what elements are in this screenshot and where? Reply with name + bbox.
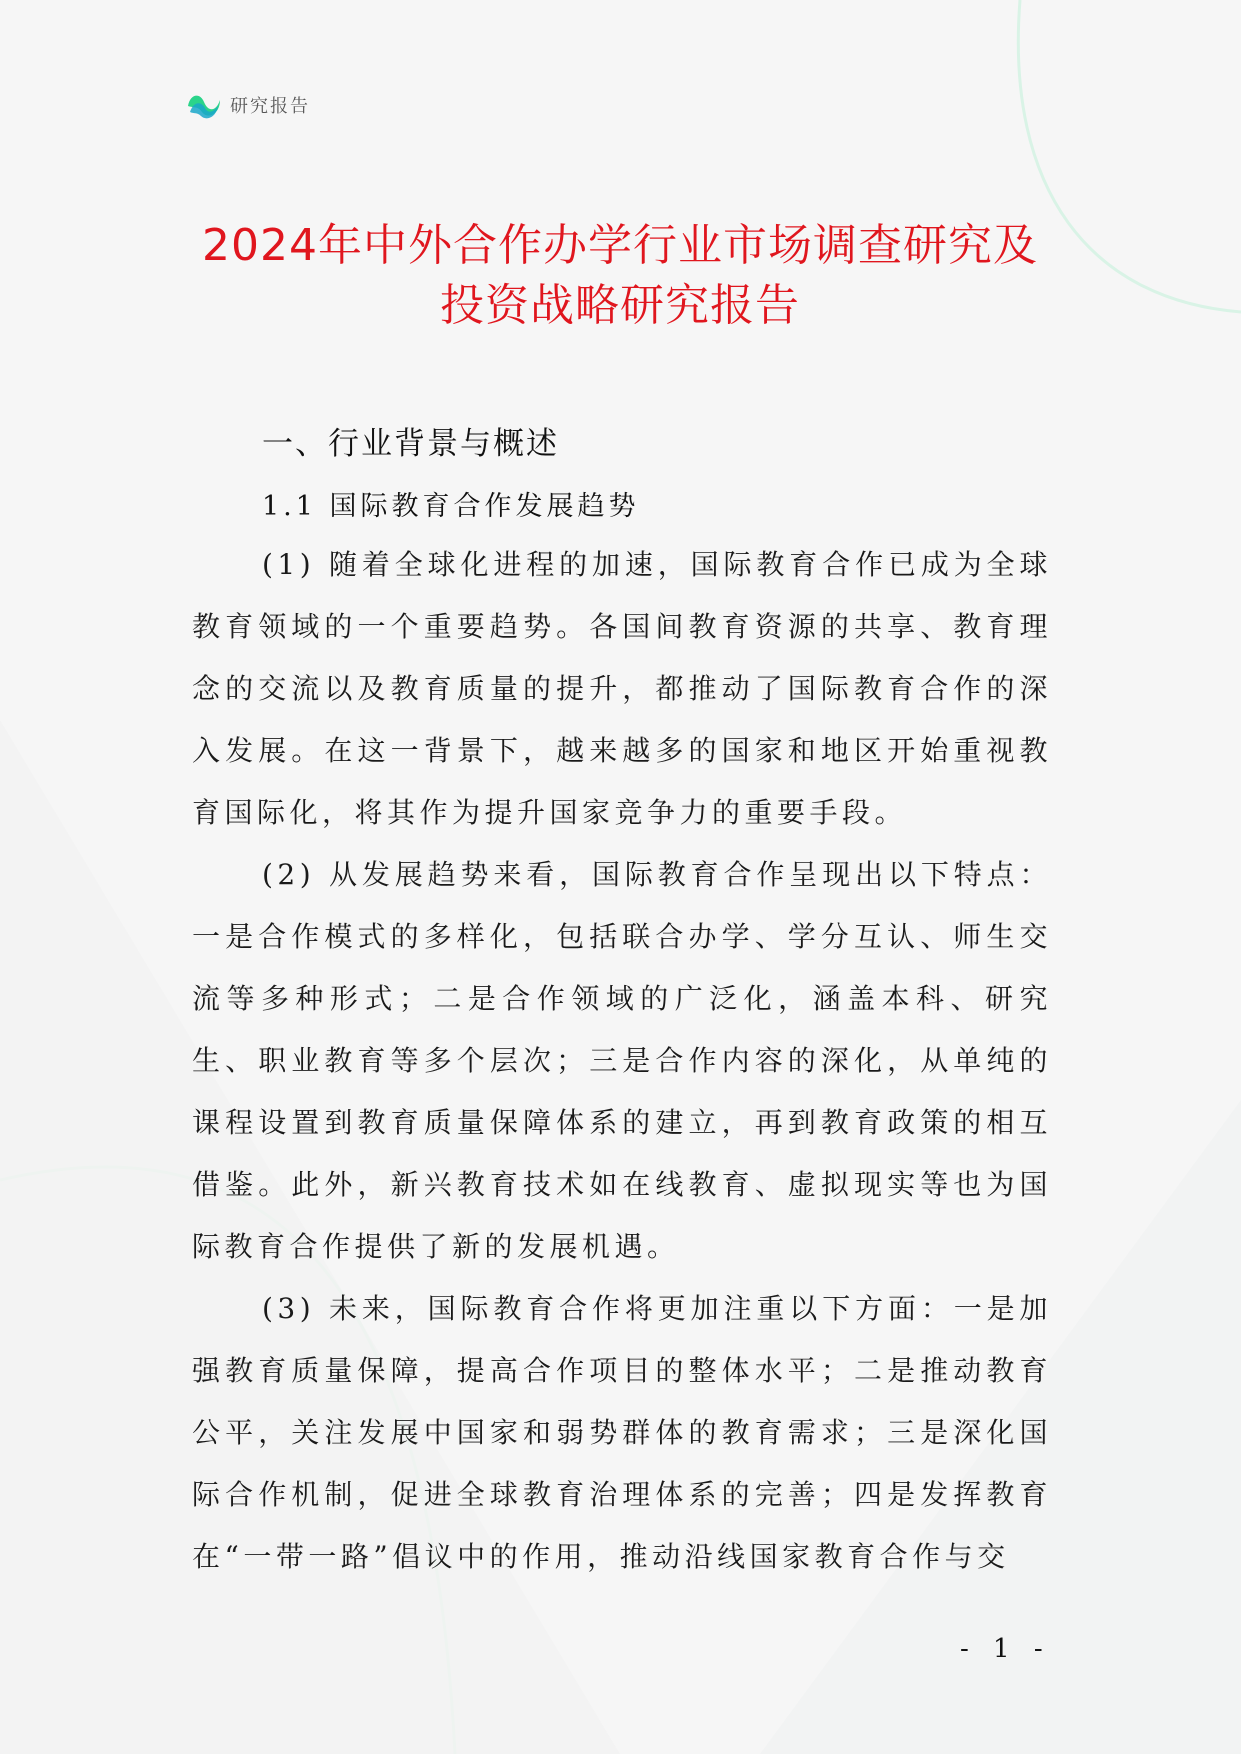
report-title — [180, 216, 1060, 336]
subsection-heading: 1.1 国际教育合作发展趋势 — [262, 491, 640, 522]
leaf-wave-logo-icon — [186, 88, 222, 122]
body-paragraph-3: (3) 未来，国际教育合作将更加注重以下方面：一是加强教育质量保障，提高合作项目的整体水平；二是推动教育公平，关注发展中国家和弱势群体的教育需求；三是深化国际合作机制，促进全球教育治理体系的完善；四是发挥教育在“一带一路”倡议中的作用，推动沿线国家教育合作与交 — [192, 1292, 1052, 1573]
report-title-line-1: 2024年中外合作办学行业市场调查研究及 — [202, 220, 1038, 271]
report-title-line-2: 投资战略研究报告 — [440, 280, 800, 331]
page-number: - 1 - — [960, 1634, 1051, 1664]
body-paragraph-2: (2) 从发展趋势来看，国际教育合作呈现出以下特点：一是合作模式的多样化，包括联合办学、学分互认、师生交流等多种形式；二是合作领域的广泛化，涵盖本科、研究生、职业教育等多个层次；三是合作内容的深化，从单纯的课程设置到教育质量保障体系的建立，再到教育政策的相互借鉴。此外，新兴教育技术如在线教育、虚拟现实等也为国际教育合作提供了新的发展机遇。 — [192, 858, 1052, 1263]
report-brand — [186, 88, 310, 122]
section-heading: 一、行业背景与概述 — [262, 426, 559, 462]
body-paragraph-1: (1) 随着全球化进程的加速，国际教育合作已成为全球教育领域的一个重要趋势。各国间教育资源的共享、教育理念的交流以及教育质量的提升，都推动了国际教育合作的深入发展。在这一背景下，越来越多的国家和地区开始重视教育国际化，将其作为提升国家竞争力的重要手段。 — [192, 548, 1052, 829]
brand-label: 研究报告 — [230, 96, 310, 117]
